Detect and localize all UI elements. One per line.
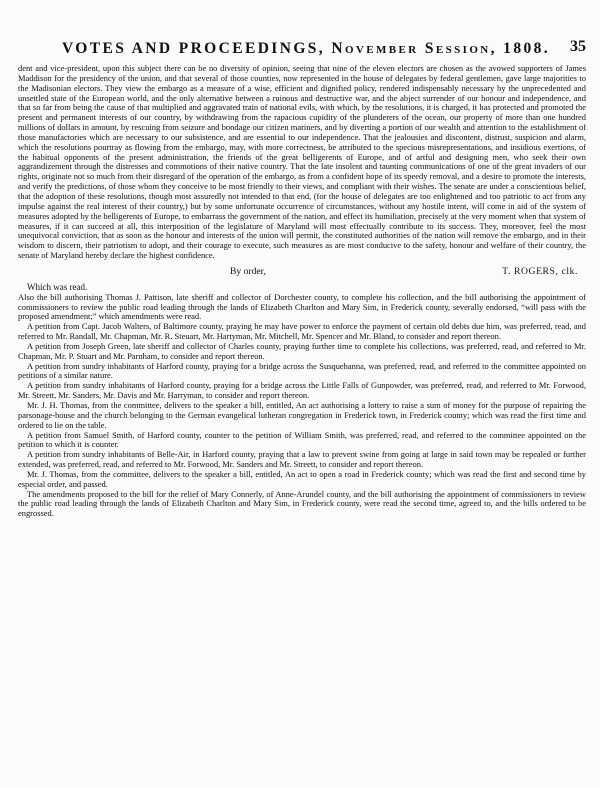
entry-paragraph: A petition from Capt. Jacob Walters, of Baltimore county, praying he may have power to enforce the payment of certain old debts due him, was preferred, read, and referred to Mr. Randall, Mr. Chapman, Mr. R. Steuart, Mr. Hartyman, Mr. Mitchell, Mr. Spencer and Mr. Bland, to consider and report thereon. (18, 321, 586, 342)
entry-paragraph: A petition from Samuel Smith, of Harford county, counter to the petition of William Smith, was preferred, read, and referred to the committee appointed on the petition to which it is counter. (18, 429, 586, 450)
entry-paragraph: A petition from sundry inhabitants of Belle-Air, in Harford county, praying that a law to prevent swine from going at large in said town may be repealed or further extended, was preferred, read, and referred to Mr. Forwood, Mr. Sanders and Mr. Streett, to consider and report thereon. (18, 449, 586, 470)
by-order-text: By order, (230, 265, 266, 277)
clerk-signature: T. ROGERS, clk. (502, 265, 578, 277)
page-title: VOTES AND PROCEEDINGS, November Session, 1808. (62, 40, 551, 57)
which-was-read: Which was read. (27, 281, 88, 292)
order-line (18, 267, 586, 279)
entry-paragraph: A petition from sundry inhabitants of Harford county, praying for a bridge across the Susquehanna, was preferred, read, and referred to the committee appointed on petitions of a similar nature. (18, 360, 586, 381)
entry-paragraph: Mr. J. Thomas, from the committee, delivers to the speaker a bill, entitled, An act to open a road in Frederick county; which was read the first and second time by especial order, and passed. (18, 468, 586, 489)
page-header (40, 40, 586, 60)
entry-paragraph: A petition from Joseph Green, late sheriff and collector of Charles county, praying further time to complete his collections, was preferred, read, and referred to Mr. Chapman, Mr. P. Stuart and Mr. Parnham, to consider and report thereon. (18, 340, 586, 361)
page-body (18, 64, 586, 786)
page-number: 35 (570, 38, 586, 55)
senate-message-paragraph: dent and vice-president, upon this subject there can be no diversity of opinion, seeing that nine of the eleven electors are chosen as the avowed supporters of James Maddison for the presidency of the union, and that several of those counties, now represented in the house of delegates by federal gentlemen, gave large majorities to the Madisonian electors. They view the embargo as a measure of a wise, efficient and dignified policy, rendered indispensably necessary by the unprecedented and unsettled state of the European world, and the only alternative between a ruinous and destructive war, and the abject surrender of our honour and independence, and that so far from being the cause of that multiplied and aggravated train of national evils, with which, by the resolutions, it is charged, it has protected and promoted the present and permanent interests of our country, by withdrawing from the rapacious cupidity of the plunderers of the ocean, our property of more than one hundred millions of dollars in amount, by rescuing from seizure and bondage our citizen mariners, and by diverting a portion of our wealth and attention to the establishment of those manufactories which are necessary to our subsistence, and are essential to our independence. That the jealousies and discontent, distrust, suspicion and alarm, which the resolutions pourtray as flowing from the embargo, may, with more correctness, be attributed to the specious misrepresentations, and insidious exertions, of the habitual opponents of the present administration, the friends of the great belligerents of Europe, and of artful and designing men, who seek their own aggrandizement through the distresses and commotions of their native country. That the late insolent and taunting communications of one of the great invaders of our rights, originate not so much from their disregard of the operation of the embargo, as from a confident hope of its speedy removal, and a desire to promote the interests, and verify the predictions, of those whom they conceive to be most friendly to their views, and compliant with their wishes. The senate are under a conscientious belief, that the adoption of these resolutions, though most assuredly not intended to that end, (for the house of delegates are too enlightened and too patriotic to act from any impulse against the real interest of their country,) but by some unfortunate occurrence of circumstances, without any hostile intent, will come in aid of the system of measures adopted by the belligerents of Europe, to embarrass the government of the nation, and effect its humiliation, precisely at the very moment when that system of measures, if it can succeed at all, this interposition of the legislature of Maryland will most effectually contribute to its success. They, moreover, feel the most unequivocal conviction, that as soon as the honour and interests of the union will permit, the constituted authorities of the nation will remove the embargo, and in their wisdom to discern, their patriotism to adopt, and their courage to execute, such measures as are most conducive to the safety, honour and welfare of their country, the senate of Maryland hereby declare the highest confidence. (18, 64, 586, 261)
entry-paragraph: Mr. J. H. Thomas, from the committee, delivers to the speaker a bill, entitled, An act authorising a lottery to raise a sum of money for the purpose of repairing the parsonage-house and the church belonging to the German evangelical lutheran congregation in Frederick town, in Frederick county; which was read the first time and ordered to lie on the table. (18, 400, 586, 430)
entry-paragraph: Also the bill authorising Thomas J. Pattison, late sheriff and collector of Dorchester county, to complete his collection, and the bill authorising the appointment of commissioners to review the public road leading through the lands of Elizabeth Charlton and Mary Sim, in Frederick county, severally endorsed, “will pass with the proposed amendment;” which amendments were read. (18, 291, 586, 322)
entry-paragraph: The amendments proposed to the bill for the relief of Mary Connerly, of Anne-Arundel county, and the bill authorising the appointment of commissioners to review the public road leading through the lands of Elizabeth Charlton and Mary Sim, in Frederick county, were read the second time, agreed to, and the bills ordered to be engrossed. (18, 488, 586, 519)
entry-paragraph: A petition from sundry inhabitants of Harford county, praying for a bridge across the Little Falls of Gunpowder, was preferred, read, and referred to Mr. Forwood, Mr. Streett, Mr. Sanders, Mr. Davis and Mr. Harryman, to consider and report thereon. (18, 380, 586, 401)
